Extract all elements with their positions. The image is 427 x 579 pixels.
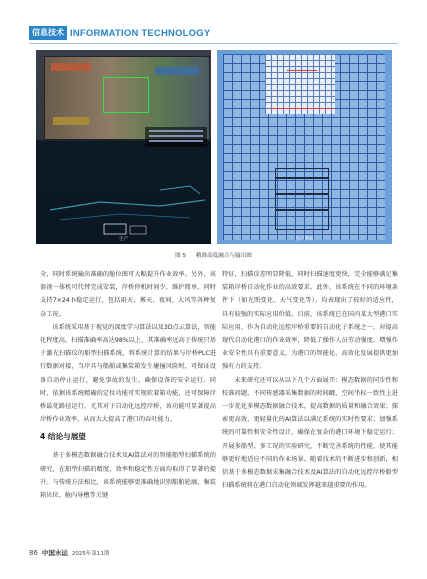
page-footer bbox=[29, 548, 109, 557]
caption-text: 精准高度融合与输出图 bbox=[195, 253, 252, 259]
detection-box bbox=[103, 77, 149, 113]
left-panel-label: 生产 bbox=[119, 237, 128, 242]
highlight-line bbox=[269, 108, 333, 109]
point-cloud-image bbox=[40, 150, 211, 240]
bay-plan-table bbox=[265, 54, 335, 114]
figure-right-panel bbox=[217, 50, 392, 244]
crane-outline bbox=[275, 168, 329, 230]
hud-overlay bbox=[145, 127, 207, 147]
paragraph: 全，同时系统输出准确的舱位图可大幅提升作业效率。另外，该套视一体机可代替完成安装，岸桥停机时间少，维护简单，同时支持7×24 h稳定运行，包括雨天、雾天、夜间、大风等各种复杂工况。 bbox=[40, 271, 216, 318]
right-column bbox=[222, 268, 398, 492]
section-label-en: INFORMATION TECHNOLOGY bbox=[70, 27, 211, 39]
figure-caption bbox=[0, 251, 427, 259]
journal-name: 中国水运 bbox=[41, 549, 68, 557]
section-label-cn: 信息技术 bbox=[29, 26, 67, 40]
figure-5 bbox=[36, 50, 392, 244]
caption-label: 图 5 bbox=[175, 253, 187, 259]
camera-view-image bbox=[44, 56, 210, 140]
figure-left-panel bbox=[36, 50, 211, 244]
left-column bbox=[40, 268, 216, 502]
section-header bbox=[29, 26, 210, 40]
paragraph: 特征，扫描误差明显降低，同时扫描速度更快，完全能够满足集装箱岸桥自动化作业的高效要求。此外，该系统在不同的环境条件下（如光照变化、天气变化等），均表现出了较好的适应性，具有较强的实际应用价值。目前，该系统已在国内某大型港口实际应用，作为自动化远控岸桥重要的自动化子系统之一，对提高现代自动化港口的作业效率，降低了操作人员劳动强度，增强作业安全性具有重要意义，为港口的智能化、高效化发展提供更加强有力的支持。 bbox=[222, 271, 398, 371]
right-panel-label: 生产系统 bbox=[295, 237, 314, 242]
section-title: 4 结论与展望 bbox=[40, 432, 86, 442]
header-rule bbox=[29, 43, 398, 44]
paragraph: 该系统采用基于视觉的深度学习算法以及3D点云算法，智能化程度高，扫描准确率高达98%以上，其准确率远高于传统只基于激光扫描仪的船型扫描系统，将系统计算的结果与岸桥PLC进行数据对接，当岸具与船舶或集装箱发生碰撞风险时，可保证设备自动停止运行，避免事故的发生，确保设备的安全运行。同时，依据该系统精确的定位功能可实现软着箱功能，还可保障岸桥最优路径运行，尤其对于自动化远控岸桥，该功能可显著提高岸桥作业效率，从而大大提高了港口的吞吐能力。 bbox=[40, 323, 216, 424]
issue-info: 2025年第11期 bbox=[71, 550, 110, 557]
paragraph: 未来研究还可以从以下几个方面展开：模态数据的同步性和校准问题，不同传感器采集数据的时间戳、空间坐标一致性上进一步优化多模态数据融合技术，提高数据的质量和融合效果；探索更高效、更轻量化的AI算法以满足系统的实时性要求；加强系统的可靠性和安全性设计，确保在复杂的港口环境下稳定运行；开展多船型、多工况的实验研究，不断完善系统的性能，使其能够更好地适应不同的作业场景。随着技术的不断进步和创新，相信基于多模态数据采集融合技术及AI算法的自动化远控岸桥船型扫描系统将在港口自动化领域发挥越来越重要的作用。 bbox=[222, 376, 398, 490]
page-number: 86 bbox=[29, 548, 38, 557]
highlight-line bbox=[287, 70, 317, 71]
paragraph: 基于多模态数据融合技术及AI算法对的智能船型扫描系统的研究，在船型扫描的精度、效率和稳定性方面均取得了显著的提升。与传统方法相比，该系统能够更准确地识别船舶轮廓、集装箱贝位、舱内导槽等关键 bbox=[40, 452, 216, 500]
